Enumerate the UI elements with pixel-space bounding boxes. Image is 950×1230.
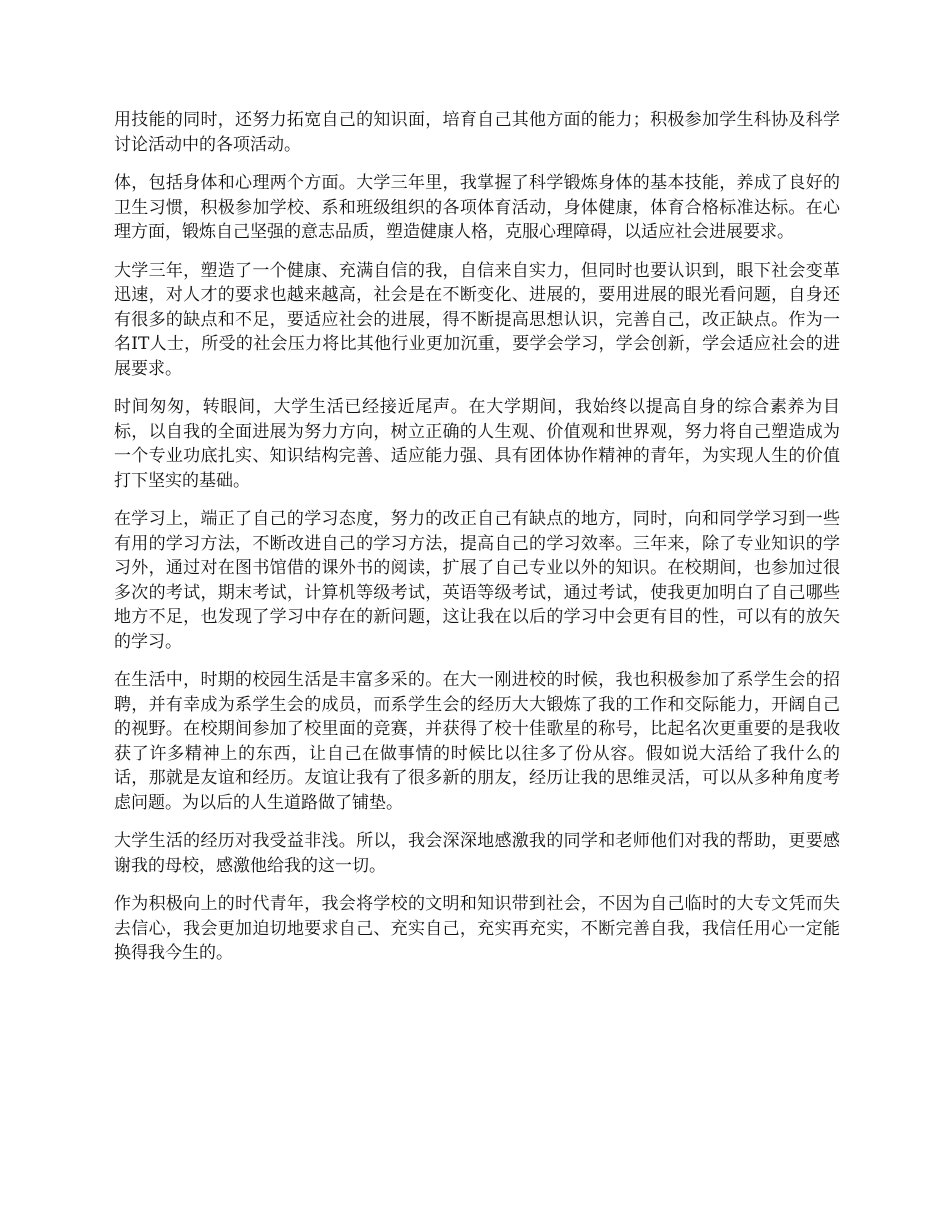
paragraph-1: 用技能的同时，还努力拓宽自己的知识面，培育自己其他方面的能力；积极参加学生科协及科学讨论活动中的各项活动。: [114, 110, 840, 155]
paragraph-2: 体，包括身体和心理两个方面。大学三年里，我掌握了科学锻炼身体的基本技能，养成了良好的卫生习惯，积极参加学校、系和班级组织的各项体育活动，身体健康，体育合格标准达标。在心理方面，锻炼自己坚强的意志品质，塑造健康人格，克服心理障碍，以适应社会进展要求。: [114, 173, 840, 242]
paragraph-3: 大学三年，塑造了一个健康、充满自信的我，自信来自实力，但同时也要认识到，眼下社会变革迅速，对人才的要求也越来越高，社会是在不断变化、进展的，要用进展的眼光看问题，自身还有很多的缺点和不足，要适应社会的进展，得不断提高思想认识，完善自己，改正缺点。作为一名IT人士，所受的社会压力将比其他行业更加沉重，要学会学习，学会创新，学会适应社会的进展要求。: [114, 260, 840, 379]
paragraph-7: 大学生活的经历对我受益非浅。所以，我会深深地感激我的同学和老师他们对我的帮助，更要感谢我的母校，感激他给我的这一切。: [114, 831, 840, 876]
paragraph-5: 在学习上，端正了自己的学习态度，努力的改正自己有缺点的地方，同时，向和同学学习到一些有用的学习方法，不断改进自己的学习方法，提高自己的学习效率。三年来，除了专业知识的学习外，通过对在图书馆借的课外书的阅读，扩展了自己专业以外的知识。在校期间，也参加过很多次的考试，期末考试，计算机等级考试，英语等级考试，通过考试，使我更加明白了自己哪些地方不足，也发现了学习中存在的新问题，这让我在以后的学习中会更有目的性，可以有的放矢的学习。: [114, 509, 840, 652]
document-body: [114, 108, 840, 980]
paragraph-6: 在生活中，时期的校园生活是丰富多采的。在大一刚进校的时候，我也积极参加了系学生会的招聘，并有幸成为系学生会的成员，而系学生会的经历大大锻炼了我的工作和交际能力，开阔自己的视野。在校期间参加了校里面的竞赛，并获得了校十佳歌星的称号，比起名次更重要的是我收获了许多精神上的东西，让自己在做事情的时候比以往多了份从容。假如说大活给了我什么的话，那就是友谊和经历。友谊让我有了很多新的朋友，经历让我的思维灵活，可以从多种角度考虑问题。为以后的人生道路做了铺垫。: [114, 670, 840, 813]
paragraph-8: 作为积极向上的时代青年，我会将学校的文明和知识带到社会，不因为自己临时的大专文凭而失去信心，我会更加迫切地要求自己、充实自己，充实再充实，不断完善自我，我信任用心一定能换得我今生的。: [114, 894, 840, 963]
paragraph-4: 时间匆匆，转眼间，大学生活已经接近尾声。在大学期间，我始终以提高自身的综合素养为目标，以自我的全面进展为努力方向，树立正确的人生观、价值观和世界观，努力将自己塑造成为一个专业功底扎实、知识结构完善、适应能力强、具有团体协作精神的青年，为实现人生的价值打下坚实的基础。: [114, 397, 840, 491]
